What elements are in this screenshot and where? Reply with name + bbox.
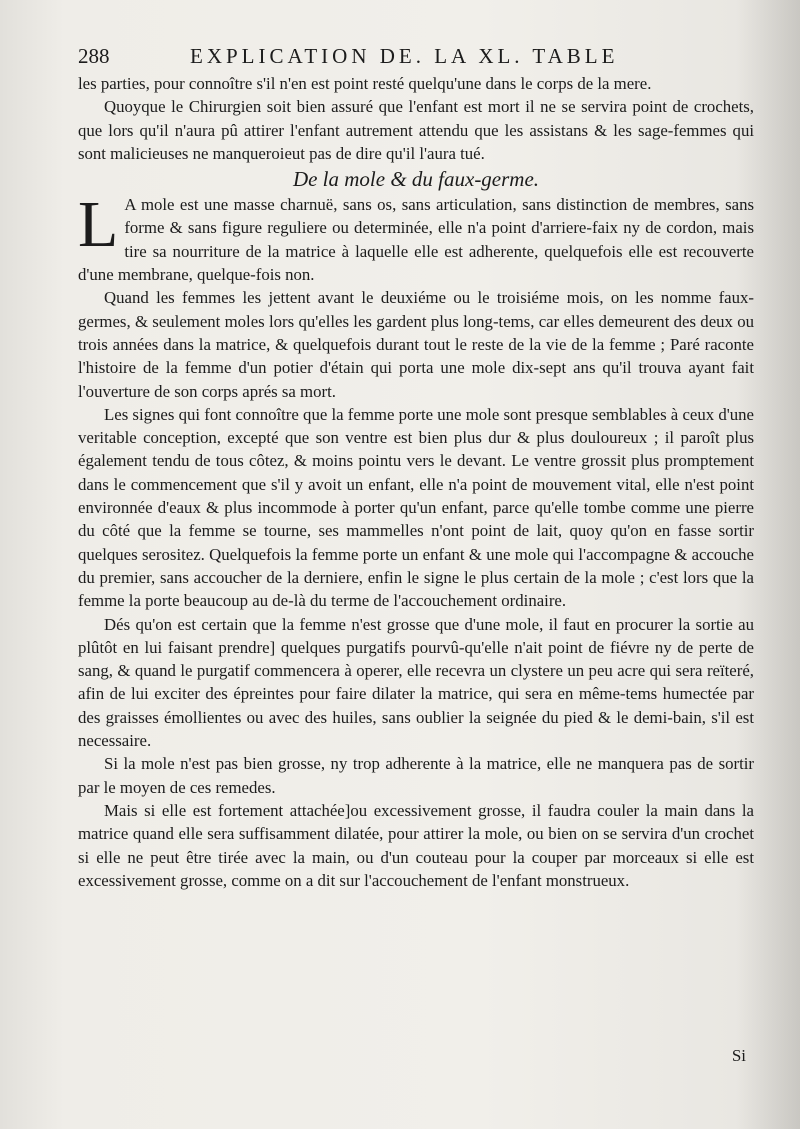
paragraph-signes: Les signes qui font connoître que la femme porte une mole sont presque semblables à ceux d'une veritable conception, excepté que son ventre est bien plus dur & plus douloureux ; il paroît plus également tendu de tous côtez, & moins pointu vers le devant. Le ventre grossit plus promptement dans le commencement que s'il y avoit un enfant, elle n'a point de mouvement vital, elle n'est point environnée d'eaux & plus incommode à porter qu'un enfant, parce qu'elle tombe comme une pierre du côté que la femme se tourne, ses mammelles n'ont point de lait, quoy qu'on en fasse sortir quelques serositez. Quelquefois la femme porte un enfant & une mole qui l'accompagne & accouche du premier, sans accoucher de la derniere, enfin le signe le plus certain de la mole ; c'est lors que la femme la porte beaucoup au de-là du terme de l'accouchement ordinaire. bbox=[78, 404, 754, 611]
paragraph-continuation: les parties, pour connoître s'il n'en est point resté quelqu'une dans le corps de la mere. bbox=[78, 74, 652, 93]
page-number: 288 bbox=[78, 44, 110, 68]
drop-cap: L bbox=[78, 188, 119, 262]
paragraph-definition-text: A mole est une masse charnuë, sans os, sans articulation, sans distinction de membres, sans forme & sans figure reguliere ou determinée, elle n'a point d'arriere-faix ny de cordon, mais tire sa nourriture de la matrice à laquelle elle est adherente, quelquefois elle est recouverte d'une membrane, quelque-fois non. bbox=[78, 195, 754, 285]
body-text bbox=[78, 72, 754, 892]
paragraph-remedes: Dés qu'on est certain que la femme n'est grosse que d'une mole, il faut en procurer la sortie au plûtôt en lui faisant prendre] quelques purgatifs pourvû-qu'elle n'ait point de fiévre ny de perte de sang, & quand le purgatif commencera à operer, elle recevra un clystere un peu acre qui sera reïteré, afin de lui exciter des épreintes pour faire dilater la matrice, qui sera en même-tems humectée par des graisses émollientes ou avec des huiles, sans oublier la seignée du pied & le demi-bain, s'il est necessaire. bbox=[78, 614, 754, 751]
running-title: EXPLICATION DE. LA XL. TABLE bbox=[190, 44, 619, 68]
paragraph-faux-germes: Quand les femmes les jettent avant le deuxiéme ou le troisiéme mois, on les nomme faux-germes, & seulement moles lors qu'elles les gardent plus long-tems, car elles demeurent des deux ou trois années dans la matrice, & quelquefois durant tout le reste de la vie de la femme ; Paré raconte l'histoire de la femme d'un potier d'étain qui porta une mole dix-sept ans qu'il trouva ayant fait l'ouverture de son corps aprés sa mort. bbox=[78, 288, 754, 401]
page-header bbox=[78, 44, 758, 72]
paragraph-grosse-mole: Mais si elle est fortement attachée]ou excessivement grosse, il faudra couler la main dans la matrice quand elle sera suffisamment dilatée, pour attirer la mole, ou bien on se servira d'un crochet si elle ne peut être tirée avec la main, ou d'un couteau pour la couper par morceaux si elle est excessivement grosse, comme on a dit sur l'accouchement de l'enfant monstrueux. bbox=[78, 800, 754, 890]
paragraph-petite-mole: Si la mole n'est pas bien grosse, ny trop adherente à la matrice, elle ne manquera pas de sortir par le moyen de ces remedes. bbox=[78, 754, 754, 797]
paragraph-crochets: Quoyque le Chirurgien soit bien assuré que l'enfant est mort il ne se servira point de crochets, que lors qu'il n'aura pû attirer l'enfant autrement attendu que les assistans & les sage-femmes qui sont malicieuses ne manqueroieut pas de dire qu'il l'aura tué. bbox=[78, 97, 754, 163]
section-title: De la mole & du faux-germe. bbox=[292, 167, 540, 192]
catchword: Si bbox=[731, 1046, 746, 1065]
paragraph-definition bbox=[78, 188, 754, 286]
